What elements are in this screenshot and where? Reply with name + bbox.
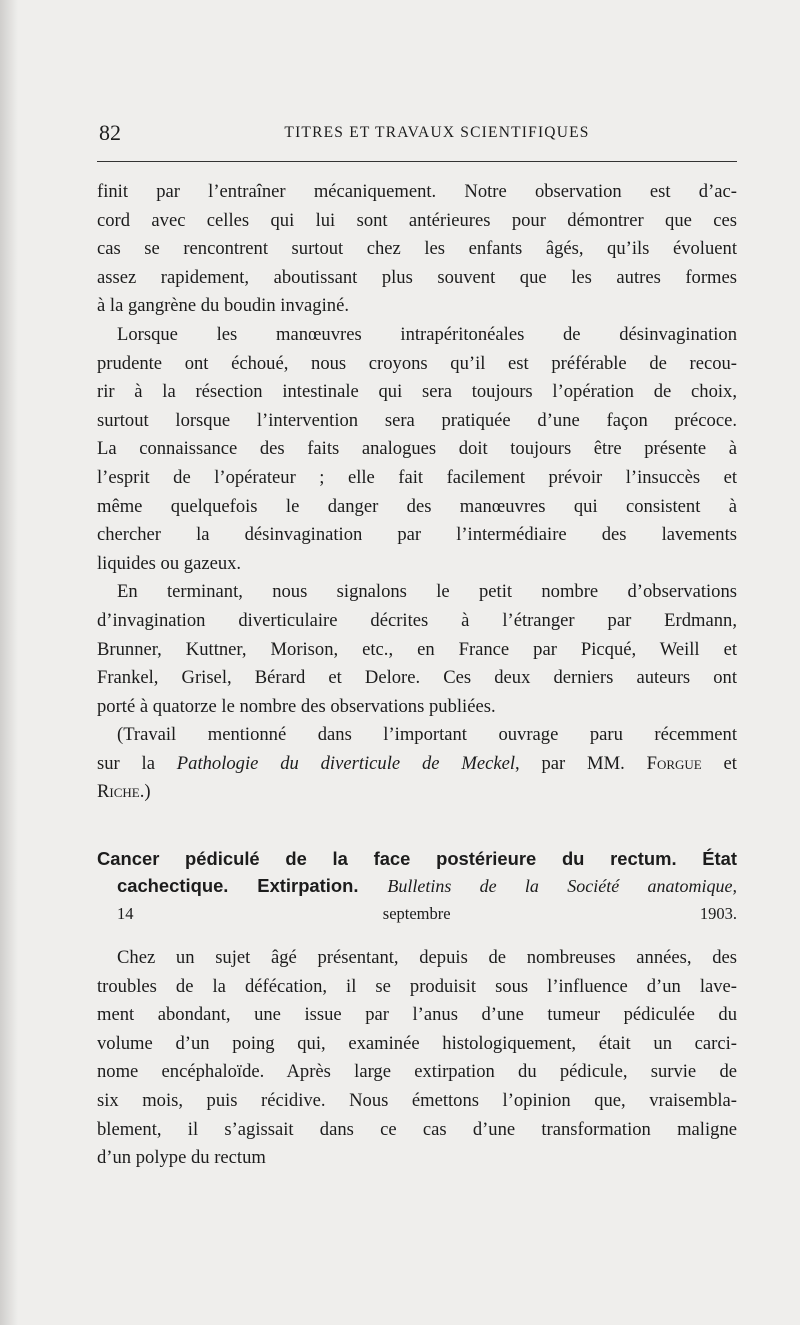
- text-line: liquides ou gazeux.: [97, 552, 242, 574]
- text-line: à la gangrène du boudin invaginé.: [97, 295, 349, 317]
- text-line: finit par l’entraîner mécaniquement. Notre observation est d’ac-: [97, 181, 737, 202]
- text-segment: , par MM.: [515, 752, 647, 774]
- heading-line: Cancer pédiculé de la face postérieure du rectum. État: [97, 848, 737, 869]
- text-line: blement, il s’agissait dans ce cas d’une transformation maligne: [97, 1118, 737, 1140]
- text-segment: et: [701, 752, 737, 774]
- text-line: Frankel, Grisel, Bérard et Delore. Ces deux derniers auteurs ont: [97, 667, 737, 689]
- paragraph-1: [97, 178, 737, 321]
- page-shadow-edge: [0, 0, 18, 1325]
- text-line: La connaissance des faits analogues doit toujours être présente à: [97, 438, 737, 460]
- book-title: Pathologie du diverticule de Meckel: [176, 752, 516, 774]
- text-line: chercher la désinvagination par l’intermédiaire des lavements: [97, 524, 737, 546]
- publication-date: 14 septembre 1903.: [117, 904, 737, 923]
- text-line: [97, 778, 737, 807]
- publication-name: Bulletins de la Société anatomique,: [387, 876, 737, 896]
- paragraph-4: [97, 721, 737, 807]
- text-line: porté à quatorze le nombre des observations publiées.: [97, 695, 496, 717]
- text-line: cas se rencontrent surtout chez les enfants âgés, qu’ils évoluent: [97, 238, 737, 260]
- text-line: Brunner, Kuttner, Morison, etc., en France par Picqué, Weill et: [97, 638, 737, 660]
- text-line: d’un polype du rectum: [97, 1147, 266, 1169]
- text-line: surtout lorsque l’intervention sera pratiquée d’une façon précoce.: [97, 409, 737, 431]
- text-line: nome encéphaloïde. Après large extirpation du pédicule, survie de: [97, 1061, 737, 1083]
- text-line: [97, 750, 737, 779]
- author-name: Forgue: [646, 752, 702, 774]
- heading-line: [97, 872, 737, 900]
- page-header: [97, 118, 737, 148]
- text-line: Chez un sujet âgé présentant, depuis de nombreuses années, des: [117, 947, 737, 968]
- paragraph-3: [97, 578, 737, 721]
- text-segment: sur la: [97, 752, 177, 774]
- paragraph-5: [97, 944, 737, 1173]
- text-line: rir à la résection intestinale qui sera toujours l’opération de choix,: [97, 381, 737, 403]
- text-line: ment abondant, une issue par l’anus d’une tumeur pédiculée du: [97, 1004, 737, 1026]
- text-line: (Travail mentionné dans l’important ouvrage paru récemment: [117, 724, 737, 746]
- text-line: Lorsque les manœuvres intrapéritonéales de désinvagination: [117, 323, 737, 345]
- heading-text: cachectique. Extirpation.: [117, 875, 359, 896]
- text-line: l’esprit de l’opérateur ; elle fait facilement prévoir l’insuccès et: [97, 466, 737, 488]
- paragraph-2: [97, 321, 737, 578]
- page-number: 82: [99, 120, 121, 145]
- header-rule: [97, 161, 737, 162]
- text-line: En terminant, nous signalons le petit nombre d’observations: [117, 581, 737, 603]
- text-line: assez rapidement, aboutissant plus souvent que les autres formes: [97, 266, 737, 288]
- text-line: volume d’un poing qui, examinée histologiquement, était un carci-: [97, 1032, 737, 1054]
- text-line: six mois, puis récidive. Nous émettons l’opinion que, vraisembla-: [97, 1089, 737, 1111]
- text-line: d’invagination diverticulaire décrites à l’étranger par Erdmann,: [97, 609, 737, 631]
- section-heading: [97, 845, 737, 927]
- text-segment: .): [139, 781, 151, 803]
- body-text: [97, 178, 737, 807]
- text-line: prudente ont échoué, nous croyons qu’il est préférable de recou-: [97, 352, 737, 374]
- body-text-2: [97, 944, 737, 1173]
- running-title: TITRES ET TRAVAUX SCIENTIFIQUES: [284, 124, 590, 141]
- text-line: troubles de la défécation, il se produisit sous l’influence d’un lave-: [97, 975, 737, 997]
- text-line: même quelquefois le danger des manœuvres qui consistent à: [97, 495, 737, 517]
- text-line: cord avec celles qui lui sont antérieures pour démontrer que ces: [97, 209, 737, 231]
- author-name: Riche: [97, 781, 140, 803]
